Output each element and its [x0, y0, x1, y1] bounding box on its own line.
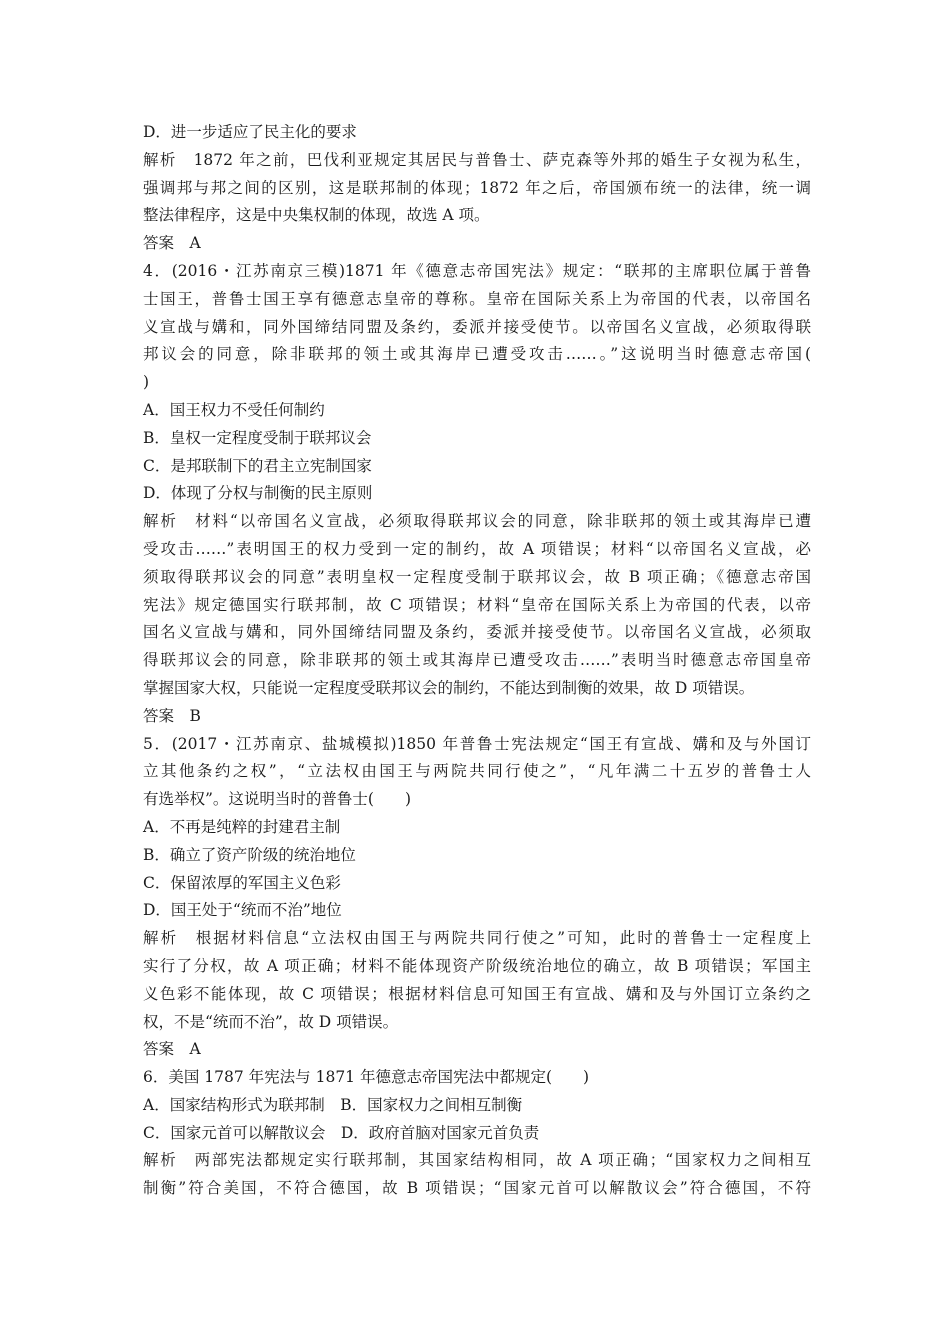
analysis-q4-line-3: 须取得联邦议会的同意”表明皇权一定程度受制于联邦议会，故 B 项正确；《德意志帝国	[143, 567, 811, 586]
option-b-q4: B．皇权一定程度受制于联邦议会	[143, 428, 372, 447]
options-ab-q6: A．国家结构形式为联邦制 B．国家权力之间相互制衡	[143, 1095, 523, 1114]
analysis-q4-line-4: 宪法》规定德国实行联邦制，故 C 项错误；材料“皇帝在国际关系上为帝国的代表，以帝	[143, 595, 811, 614]
analysis-q5-line-2: 实行了分权，故 A 项正确；材料不能体现资产阶级统治地位的确立，故 B 项错误；军国主	[143, 956, 811, 975]
answer-q5: 答案 A	[143, 1040, 201, 1059]
document-page	[143, 119, 811, 1203]
question-4-line-1: 4．(2016・江苏南京三模)1871 年《德意志帝国宪法》规定：“联邦的主席职位属于普鲁	[143, 261, 811, 280]
analysis-q6-line-2: 制衡”符合美国，不符合德国，故 B 项错误；“国家元首可以解散议会”符合德国，不符	[143, 1179, 811, 1198]
question-4-line-2: 士国王，普鲁士国王享有德意志皇帝的尊称。皇帝在国际关系上为帝国的代表，以帝国名	[143, 289, 811, 308]
analysis-q4-line-2: 受攻击……”表明国王的权力受到一定的制约，故 A 项错误；材料“以帝国名义宣战，必	[143, 539, 811, 558]
analysis-q4-line-7: 掌握国家大权，只能说一定程度受联邦议会的制约，不能达到制衡的效果，故 D 项错误。	[143, 678, 755, 697]
question-4-line-4: 邦议会的同意，除非联邦的领土或其海岸已遭受攻击……。”这说明当时德意志帝国(	[143, 345, 811, 364]
option-a-q5: A．不再是纯粹的封建君主制	[143, 817, 341, 836]
analysis-q4-line-1: 解析 材料“以帝国名义宣战，必须取得联邦议会的同意，除非联邦的领土或其海岸已遭	[143, 512, 811, 531]
answer-q3: 答案 A	[143, 234, 201, 253]
option-c-q5: C．保留浓厚的军国主义色彩	[143, 873, 341, 892]
question-4-line-5: )	[143, 373, 150, 392]
answer-q4: 答案 B	[143, 706, 201, 725]
option-d-q3: D．进一步适应了民主化的要求	[143, 123, 357, 141]
option-b-q5: B．确立了资产阶级的统治地位	[143, 845, 356, 864]
options-cd-q6: C．国家元首可以解散议会 D．政府首脑对国家元首负责	[143, 1123, 540, 1142]
question-5-line-3: 有选举权”。这说明当时的普鲁士( )	[143, 790, 412, 809]
option-d-q4: D．体现了分权与制衡的民主原则	[143, 484, 373, 503]
question-4-line-3: 义宣战与媾和，同外国缔结同盟及条约，委派并接受使节。以帝国名义宣战，必须取得联	[143, 317, 811, 336]
option-c-q4: C．是邦联制下的君主立宪制国家	[143, 456, 372, 475]
question-5-line-1: 5．(2017・江苏南京、盐城模拟)1850 年普鲁士宪法规定“国王有宣战、媾和及与外国订	[143, 734, 811, 753]
analysis-q3-line-2: 强调邦与邦之间的区别，这是联邦制的体现；1872 年之后，帝国颁布统一的法律，统一调	[143, 178, 811, 197]
option-d-q5: D．国王处于“统而不治”地位	[143, 901, 342, 920]
analysis-q5-line-3: 义色彩不能体现，故 C 项错误；根据材料信息可知国王有宣战、媾和及与外国订立条约之	[143, 984, 811, 1003]
analysis-q3-line-1: 解析 1872 年之前，巴伐利亚规定其居民与普鲁士、萨克森等外邦的婚生子女视为私生，	[143, 150, 811, 169]
analysis-q4-line-5: 国名义宣战与媾和，同外国缔结同盟及条约，委派并接受使节。以帝国名义宣战，必须取	[143, 623, 811, 642]
analysis-q5-line-4: 权，不是“统而不治”，故 D 项错误。	[143, 1012, 399, 1031]
option-a-q4: A．国王权力不受任何制约	[143, 400, 325, 419]
analysis-q6-line-1: 解析 两部宪法都规定实行联邦制，其国家结构相同，故 A 项正确；“国家权力之间相互	[143, 1151, 811, 1170]
question-5-line-2: 立其他条约之权”，“立法权由国王与两院共同行使之”，“凡年满二十五岁的普鲁士人	[143, 762, 811, 781]
analysis-q3-line-3: 整法律程序，这是中央集权制的体现，故选 A 项。	[143, 206, 490, 225]
question-6-line-1: 6．美国 1787 年宪法与 1871 年德意志帝国宪法中都规定( )	[143, 1068, 590, 1087]
analysis-q5-line-1: 解析 根据材料信息“立法权由国王与两院共同行使之”可知，此时的普鲁士一定程度上	[143, 929, 811, 948]
analysis-q4-line-6: 得联邦议会的同意，除非联邦的领土或其海岸已遭受攻击……”表明当时德意志帝国皇帝	[143, 651, 811, 670]
